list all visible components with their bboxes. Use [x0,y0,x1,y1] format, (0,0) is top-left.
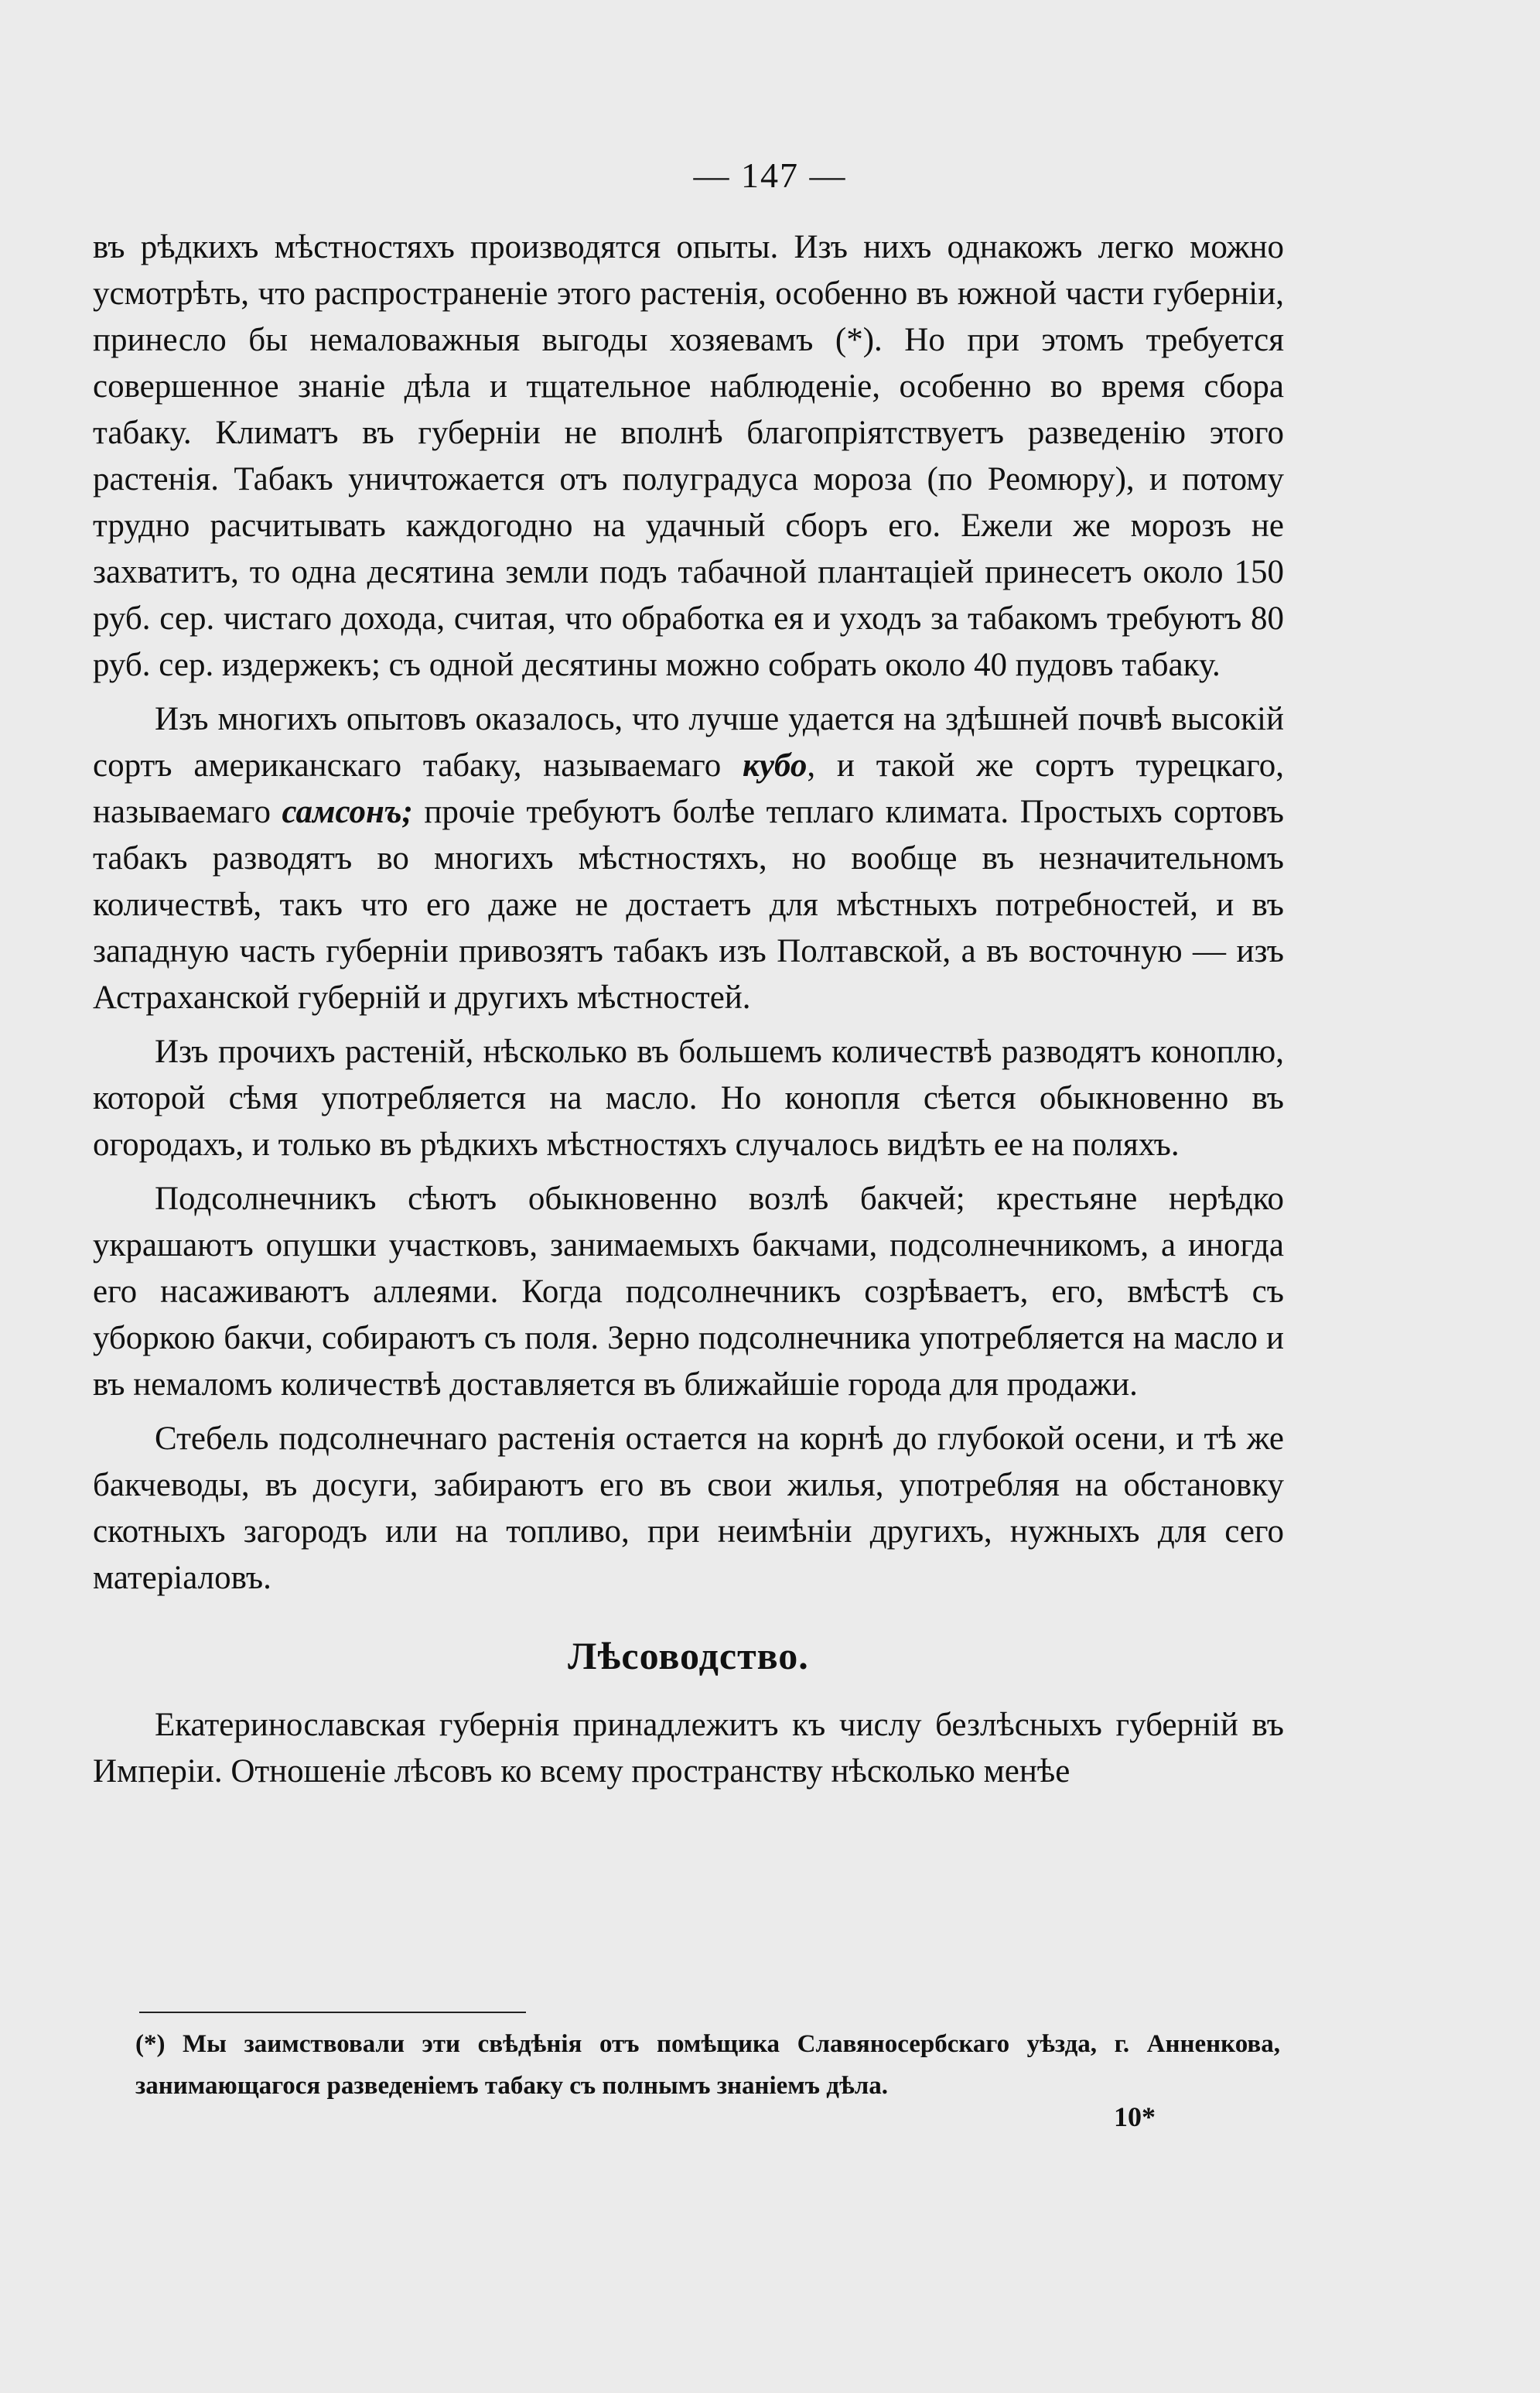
section-title: Лѣсоводство. [568,1634,809,1677]
signature-mark: 10* [1114,2101,1156,2132]
term-kubo: кубо [743,747,808,784]
footnote-rule [139,2012,526,2013]
paragraph-tobacco-climate: въ рѣдкихъ мѣстностяхъ производятся опыты. Изъ нихъ однакожъ легко можно усмотрѣть, что распространеніе этого растенія, особенно въ южной части губерніи, принесло бы немаловажныя выгоды хозяевамъ (*). Но при этомъ требуется совершенное знаніе дѣла и тщательное наблюденіе, особенно во время сбора табаку. Климатъ въ губерніи не вполнѣ благопріятствуетъ разведенію этого растенія. Табакъ уничтожается отъ полуградуса мороза (по Реомюру), и потому трудно расчитывать каждогодно на удачный сборъ его. Ежели же морозъ не захватитъ, то одна десятина земли подъ табачной плантаціей принесетъ около 150 руб. сер. чистаго дохода, считая, что обработка ея и уходъ за табакомъ требуютъ 80 руб. сер. издержекъ; съ одной десятины можно собрать около 40 пудовъ табаку. [93,229,1284,683]
text-run: прочіе требуютъ болѣе теплаго климата. Простыхъ сортовъ табакъ разводятъ во многихъ мѣстностяхъ, но вообще въ незначительномъ количествѣ, такъ что его даже не достаетъ для мѣстныхъ потребностей, и въ западную часть губерніи привозятъ табакъ изъ Полтавской, а въ восточную — изъ Астраханской губерній и другихъ мѣстностей. [93,794,1284,1016]
paragraph-tobacco-varieties [93,696,1284,1021]
text-run: , и такой же сортъ турецкаго, называемаго [93,747,1285,830]
footnote: (*) Мы заимствовали эти свѣдѣнія отъ помѣщика Славяносербскаго уѣзда, г. Анненкова, занимающагося разведеніемъ табаку съ полнымъ знаніемъ дѣла. [135,2030,1280,2100]
paragraph-hemp: Изъ прочихъ растеній, нѣсколько въ большемъ количествѣ разводятъ коноплю, которой сѣмя употребляется на масло. Но конопля сѣется обыкновенно въ огородахъ, и только въ рѣдкихъ мѣстностяхъ случалось видѣть ее на поляхъ. [93,1034,1284,1163]
paragraph-sunflower: Подсолнечникъ сѣютъ обыкновенно возлѣ бакчей; крестьяне нерѣдко украшаютъ опушки участковъ, занимаемыхъ бакчами, подсолнечникомъ, а иногда его насаживаютъ аллеями. Когда подсолнечникъ созрѣваетъ, его, вмѣстѣ съ уборкою бакчи, собираютъ съ поля. Зерно подсолнечника употребляется на масло и въ немаломъ количествѣ доставляется въ ближайшіе города для продажи. [93,1181,1284,1403]
text-run: Изъ многихъ опытовъ оказалось, что лучше удается на здѣшней почвѣ высокій сортъ американскаго табаку, называемаго [93,701,1284,784]
term-samson: самсонъ; [282,794,413,830]
page-number: — 147 — [693,156,847,195]
paragraph-sunflower-stalk: Стебель подсолнечнаго растенія остается на корнѣ до глубокой осени, и тѣ же бакчеводы, въ досуги, забираютъ его въ свои жилья, употребляя на обстановку скотныхъ загородъ или на топливо, при неимѣніи другихъ, нужныхъ для сего матеріаловъ. [93,1420,1284,1596]
paragraph-forestry: Екатеринославская губернія принадлежитъ къ числу безлѣсныхъ губерній въ Имперіи. Отношеніе лѣсовъ ко всему пространству нѣсколько менѣе [93,1707,1284,1790]
body-text [93,224,1284,1803]
